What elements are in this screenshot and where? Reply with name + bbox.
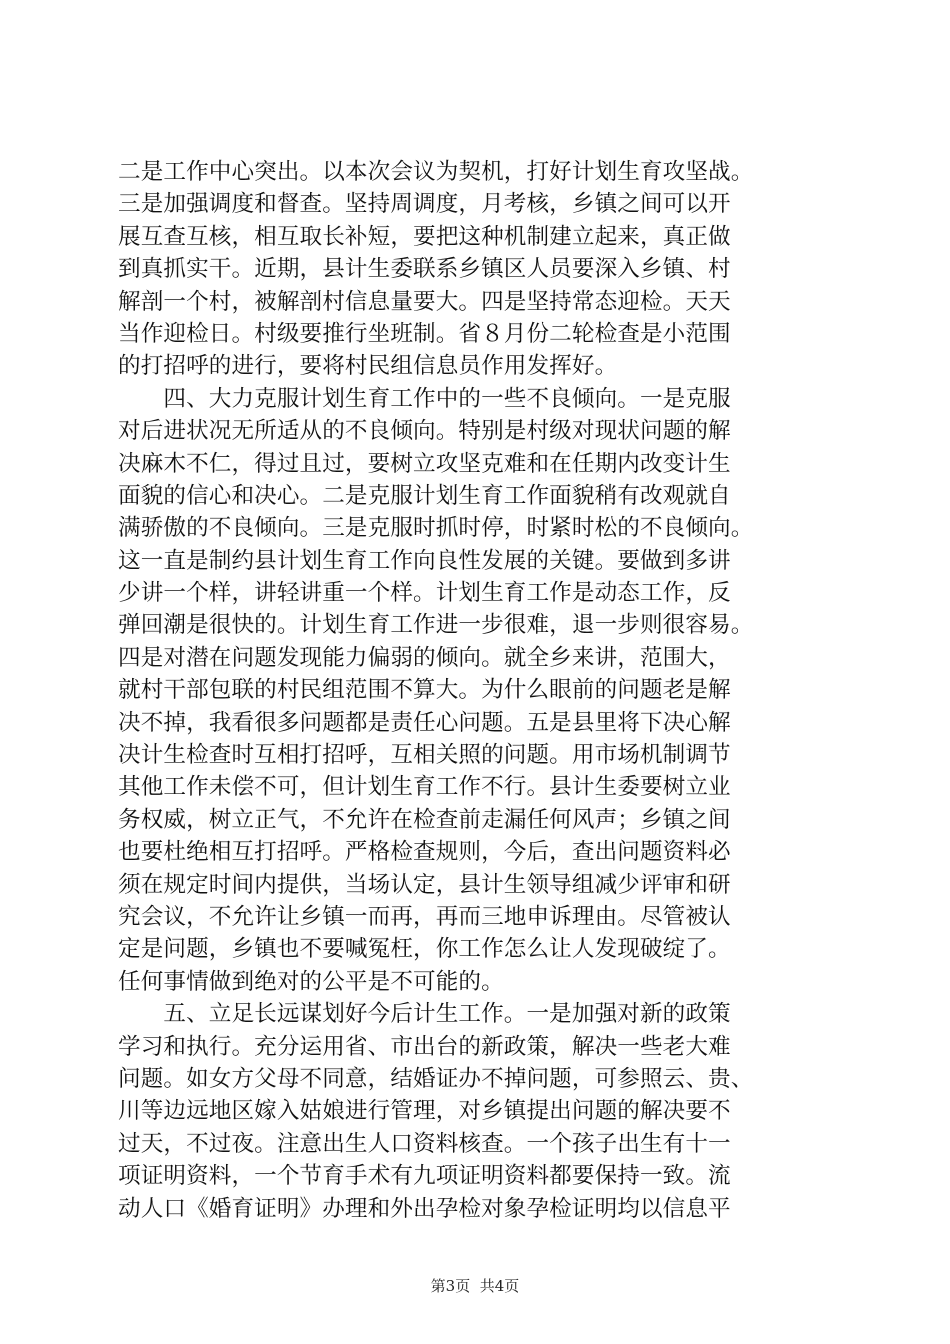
text-line: 决麻木不仁，得过且过，要树立攻坚克难和在任期内改变计生 bbox=[118, 450, 731, 477]
text-line: 对后进状况无所适从的不良倾向。特别是村级对现状问题的解 bbox=[118, 418, 731, 445]
text-line: 这一直是制约县计划生育工作向良性发展的关键。要做到多讲 bbox=[118, 547, 731, 574]
text-line: 学习和执行。充分运用省、市出台的新政策，解决一些老大难 bbox=[118, 1033, 731, 1060]
text-line: 动人口《婚育证明》办理和外出孕检对象孕检证明均以信息平 bbox=[118, 1195, 731, 1222]
text-line: 川等边远地区嫁入姑娘进行管理，对乡镇提出问题的解决要不 bbox=[118, 1098, 731, 1125]
text-line: 三是加强调度和督查。坚持周调度，月考核，乡镇之间可以开 bbox=[118, 191, 731, 218]
text-line: 四是对潜在问题发现能力偏弱的倾向。就全乡来讲，范围大， bbox=[118, 644, 731, 671]
text-line: 须在规定时间内提供，当场认定，县计生领导组减少评审和研 bbox=[118, 871, 731, 898]
text-line: 面貌的信心和决心。二是克服计划生育工作面貌稍有改观就自 bbox=[118, 482, 731, 509]
text-line: 务权威，树立正气，不允许在检查前走漏任何风声；乡镇之间 bbox=[118, 806, 731, 833]
text-line: 二是工作中心突出。以本次会议为契机，打好计划生育攻坚战。 bbox=[118, 159, 754, 185]
text-line: 五、立足长远谋划好今后计生工作。一是加强对新的政策 bbox=[118, 1001, 731, 1028]
text-line: 项证明资料，一个节育手术有九项证明资料都要保持一致。流 bbox=[118, 1163, 731, 1190]
page-total: 共4页 bbox=[479, 1277, 520, 1295]
text-line: 的打招呼的进行，要将村民组信息员作用发挥好。 bbox=[118, 353, 618, 380]
text-line: 其他工作未偿不可，但计划生育工作不行。县计生委要树立业 bbox=[118, 774, 731, 801]
text-line: 解剖一个村，被解剖村信息量要大。四是坚持常态迎检。天天 bbox=[118, 288, 731, 315]
text-line: 弹回潮是很快的。计划生育工作进一步很难，退一步则很容易。 bbox=[118, 612, 754, 639]
page-footer bbox=[0, 1276, 950, 1296]
text-line: 四、大力克服计划生育工作中的一些不良倾向。一是克服 bbox=[118, 385, 731, 412]
text-line: 就村干部包联的村民组范围不算大。为什么眼前的问题老是解 bbox=[118, 677, 731, 704]
text-line: 决计生检查时互相打招呼，互相关照的问题。用市场机制调节 bbox=[118, 742, 731, 769]
text-line: 问题。如女方父母不同意，结婚证办不掉问题，可参照云、贵、 bbox=[118, 1065, 754, 1092]
page-number: 第3页 bbox=[430, 1277, 471, 1295]
text-line: 当作迎检日。村级要推行坐班制。省８月份二轮检查是小范围 bbox=[118, 320, 731, 347]
text-line: 过天，不过夜。注意出生人口资料核查。一个孩子出生有十一 bbox=[118, 1130, 731, 1157]
document-body bbox=[118, 156, 838, 1225]
text-line: 少讲一个样，讲轻讲重一个样。计划生育工作是动态工作，反 bbox=[118, 580, 731, 607]
text-line: 到真抓实干。近期，县计生委联系乡镇区人员要深入乡镇、村 bbox=[118, 256, 731, 283]
text-line: 展互查互核，相互取长补短，要把这种机制建立起来，真正做 bbox=[118, 223, 731, 250]
text-line: 究会议，不允许让乡镇一而再，再而三地申诉理由。尽管被认 bbox=[118, 903, 731, 930]
text-line: 满骄傲的不良倾向。三是克服时抓时停，时紧时松的不良倾向。 bbox=[118, 515, 754, 542]
text-line: 定是问题，乡镇也不要喊冤枉，你工作怎么让人发现破绽了。 bbox=[118, 936, 731, 963]
text-line: 任何事情做到绝对的公平是不可能的。 bbox=[118, 968, 504, 995]
text-line: 也要杜绝相互打招呼。严格检查规则，今后，查出问题资料必 bbox=[118, 839, 731, 866]
text-line: 决不掉，我看很多问题都是责任心问题。五是县里将下决心解 bbox=[118, 709, 731, 736]
